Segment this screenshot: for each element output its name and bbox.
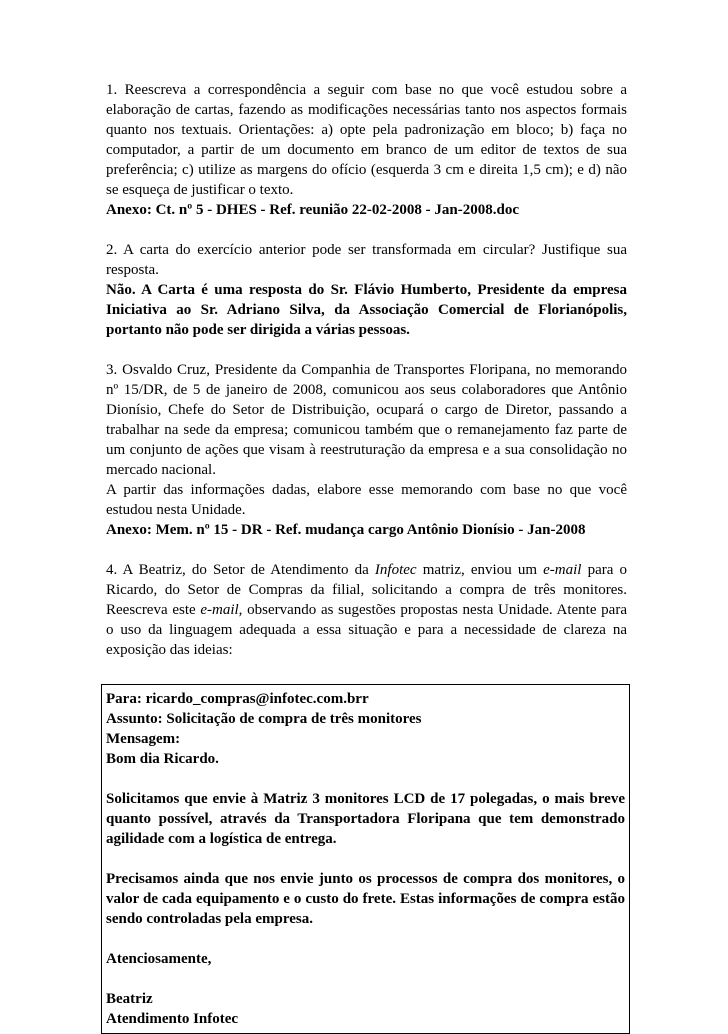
email-message-label: Mensagem:	[106, 731, 181, 747]
question-4-part-1: 4. A Beatriz, do Setor de Atendimento da	[106, 562, 375, 578]
question-4-part-4: , observando as sugestões propostas nesta Unidade. Atente para o uso da linguagem adequada a essa situação e para a necessidade de clareza na exposição das ideias:	[106, 602, 627, 658]
question-4-part-3: para o Ricardo, do Setor de Compras da filial, solicitando a compra de três monitores. Reescreva este	[106, 562, 628, 618]
question-4-company: Infotec	[374, 562, 417, 578]
question-1-annex: Anexo: Ct. nº 5 - DHES - Ref. reunião 22-02-2008 - Jan-2008.doc	[106, 202, 519, 218]
spacer	[106, 660, 627, 680]
spacer	[106, 340, 627, 360]
spacer	[106, 540, 627, 560]
document-page	[106, 80, 627, 1034]
question-4-part-2: matriz, enviou um	[416, 562, 544, 578]
email-greeting: Bom dia Ricardo.	[106, 751, 219, 767]
email-subject: Assunto: Solicitação de compra de três monitores	[106, 711, 422, 727]
question-4-email-word: e-mail	[543, 562, 582, 578]
question-2-answer: Não. A Carta é uma resposta do Sr. Flávio Humberto, Presidente da empresa Iniciativa ao Sr. Adriano Silva, da Associação Comercial de Florianópolis, portanto não pode ser dirigida a várias pessoas.	[106, 282, 627, 338]
question-3-instruction: A partir das informações dadas, elabore esse memorando com base no que você estudou nesta Unidade.	[106, 482, 627, 518]
email-box	[101, 684, 630, 1034]
question-4-text	[106, 560, 627, 660]
email-closing: Atenciosamente,	[106, 951, 212, 967]
spacer	[106, 969, 625, 989]
spacer	[106, 220, 627, 240]
question-2-text: 2. A carta do exercício anterior pode ser transformada em circular? Justifique sua resposta.	[106, 242, 627, 278]
spacer	[106, 929, 625, 949]
question-4-email-word-2: e-mail	[200, 602, 239, 618]
question-3-annex: Anexo: Mem. nº 15 - DR - Ref. mudança cargo Antônio Dionísio - Jan-2008	[106, 522, 586, 538]
email-signature-name: Beatriz	[106, 991, 153, 1007]
email-body-2: Precisamos ainda que nos envie junto os processos de compra dos monitores, o valor de cada equipamento e o custo do frete. Estas informações de compra estão sendo controladas pela empresa.	[106, 871, 625, 927]
email-signature-dept: Atendimento Infotec	[106, 1011, 239, 1027]
spacer	[106, 769, 625, 789]
email-body-1: Solicitamos que envie à Matriz 3 monitores LCD de 17 polegadas, o mais breve quanto possível, através da Transportadora Floripana que tem demonstrado agilidade com a logística de entrega.	[106, 791, 625, 847]
email-to: Para: ricardo_compras@infotec.com.brr	[106, 691, 369, 707]
question-3-text: 3. Osvaldo Cruz, Presidente da Companhia de Transportes Floripana, no memorando nº 15/DR, de 5 de janeiro de 2008, comunicou aos seus colaboradores que Antônio Dionísio, Chefe do Setor de Distribuição, ocupará o cargo de Diretor, passando a trabalhar na sede da empresa; comunicou também que o remanejamento faz parte de um conjunto de ações que visam à reestruturação da empresa e a sua consolidação no mercado nacional.	[106, 362, 627, 478]
question-1-text: 1. Reescreva a correspondência a seguir com base no que você estudou sobre a elaboração de cartas, fazendo as modificações necessárias tanto nos aspectos formais quanto nos textuais. Orientações: a) opte pela padronização em bloco; b) faça no computador, a partir de um documento em branco de um editor de textos de sua preferência; c) utilize as margens do ofício (esquerda 3 cm e direita 1,5 cm); e d) não se esqueça de justificar o texto.	[106, 82, 627, 198]
spacer	[106, 849, 625, 869]
